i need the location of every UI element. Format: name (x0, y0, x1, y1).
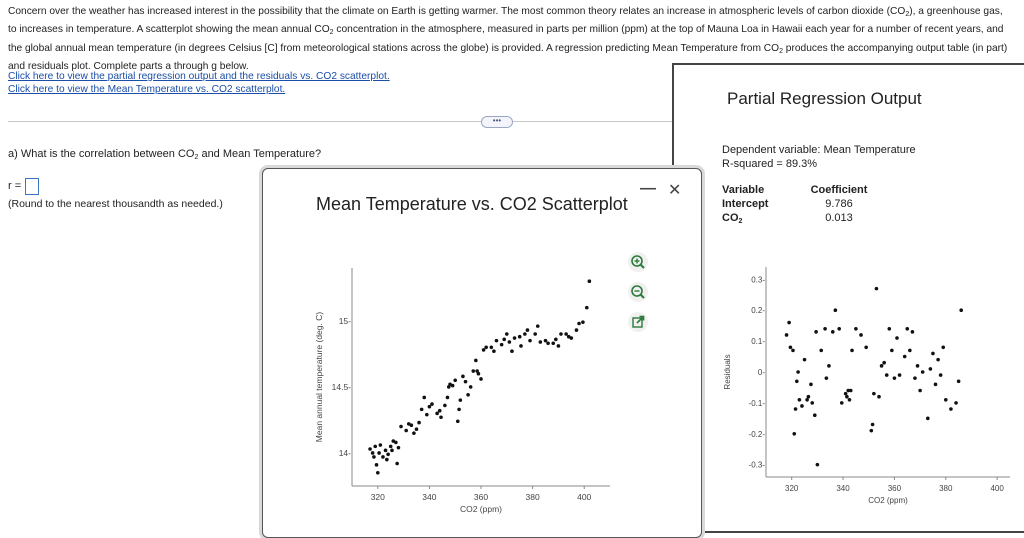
x-tick-label: 380 (939, 484, 953, 493)
data-point (417, 421, 421, 425)
part-a-question-sub: 2 (194, 154, 199, 161)
data-point (513, 336, 517, 340)
data-point (800, 404, 804, 408)
data-point (469, 385, 473, 389)
data-point (918, 389, 922, 393)
x-tick-label: 320 (370, 492, 385, 502)
data-point (849, 389, 853, 393)
data-point (508, 340, 512, 344)
data-point (949, 407, 953, 411)
x-tick-label: 380 (525, 492, 540, 502)
row-co2-variable-main: CO (722, 212, 739, 224)
data-point (461, 375, 465, 379)
part-a-question-pre: a) What is the correlation between CO (8, 148, 195, 160)
dependent-variable: Dependent variable: Mean Temperature (722, 144, 916, 156)
data-point (934, 383, 938, 387)
data-point (898, 373, 902, 377)
row-co2-variable-sub: 2 (738, 218, 743, 225)
data-point (479, 377, 483, 381)
data-point (477, 372, 481, 376)
data-point (959, 308, 963, 312)
data-point (399, 425, 403, 429)
data-point (887, 327, 891, 331)
data-point (495, 339, 499, 343)
data-point (464, 380, 468, 384)
data-point (893, 376, 897, 380)
data-point (825, 376, 829, 380)
data-point (875, 287, 879, 291)
data-point (859, 333, 863, 337)
y-axis-label: Mean annual temperature (deg. C) (314, 311, 324, 443)
data-point (931, 352, 935, 356)
y-tick-label: -0.2- (748, 429, 765, 439)
data-point (795, 379, 799, 383)
minimize-button[interactable]: — (640, 180, 656, 197)
x-tick-label: 340 (422, 492, 437, 502)
data-point (519, 344, 523, 348)
data-point (588, 279, 592, 283)
data-point (379, 443, 383, 447)
data-point (438, 409, 442, 413)
data-point (810, 401, 814, 405)
data-point (492, 349, 496, 353)
data-point (415, 427, 419, 431)
data-point (564, 332, 568, 336)
data-point (787, 321, 791, 325)
data-point (384, 449, 388, 453)
data-point (544, 339, 548, 343)
data-point (803, 358, 807, 362)
row-intercept-variable: Intercept (722, 198, 769, 210)
data-point (446, 396, 450, 400)
expand-more-button[interactable]: ••• (481, 116, 513, 128)
y-tick-label: -0.1- (748, 398, 765, 408)
data-point (505, 332, 509, 336)
data-point (528, 339, 532, 343)
data-point (905, 327, 909, 331)
data-point (453, 379, 457, 383)
regression-title: Partial Regression Output (727, 89, 922, 108)
data-point (410, 423, 414, 427)
zoom-out-icon[interactable] (628, 282, 648, 302)
data-point (386, 452, 390, 456)
data-point (880, 364, 884, 368)
data-point (911, 330, 915, 334)
data-point (394, 441, 398, 445)
data-point (854, 327, 858, 331)
data-point (848, 398, 852, 402)
data-point (882, 361, 886, 365)
header-coefficient: Coefficient (810, 184, 868, 196)
external-link-icon[interactable] (628, 312, 648, 332)
data-point (484, 345, 488, 349)
data-point (585, 306, 589, 310)
data-point (420, 408, 424, 412)
data-point (827, 364, 831, 368)
data-point (451, 384, 455, 388)
data-point (807, 395, 811, 399)
data-point (845, 395, 849, 399)
data-point (425, 413, 429, 417)
data-point (844, 392, 848, 396)
data-point (490, 345, 494, 349)
data-point (929, 367, 933, 371)
data-point (941, 345, 945, 349)
y-tick-label: 14- (338, 447, 351, 458)
data-point (809, 383, 813, 387)
data-point (831, 330, 835, 334)
data-point (814, 330, 818, 334)
data-point (397, 446, 401, 450)
part-a-question (8, 148, 321, 161)
data-point (389, 445, 393, 449)
data-point (798, 398, 802, 402)
data-point (422, 396, 426, 400)
y-tick-label: 0.2- (751, 306, 765, 316)
x-tick-label: 400 (577, 492, 592, 502)
data-point (785, 333, 789, 337)
zoom-in-icon[interactable] (628, 252, 648, 272)
data-point (570, 336, 574, 340)
close-button[interactable]: ✕ (668, 182, 682, 199)
data-point (377, 451, 381, 455)
data-point (936, 358, 940, 362)
r-label: r = (8, 180, 22, 192)
data-point (813, 413, 817, 417)
data-point (877, 395, 881, 399)
x-tick-label: 360 (473, 492, 489, 502)
part-a-question-post: and Mean Temperature? (198, 148, 322, 160)
data-point (944, 398, 948, 402)
data-point (375, 463, 379, 467)
data-point (376, 471, 380, 475)
data-point (850, 349, 854, 353)
residuals-scatterplot (720, 255, 1024, 523)
y-tick-label: 14.5- (331, 381, 351, 392)
data-point (577, 322, 581, 326)
data-point (439, 415, 443, 419)
link-mean-temperature-scatterplot[interactable]: Click here to view the Mean Temperature vs. CO2 scatterplot. (8, 84, 286, 95)
data-point (895, 336, 899, 340)
data-point (939, 373, 943, 377)
data-point (435, 412, 439, 416)
data-point (557, 344, 561, 348)
data-point (837, 327, 841, 331)
x-axis-label: CO2 (ppm) (868, 496, 908, 505)
r-squared: R-squared = 89.3% (722, 158, 818, 170)
data-point (518, 335, 522, 339)
data-point (428, 405, 432, 409)
data-point (913, 376, 917, 380)
data-point (871, 423, 875, 427)
y-tick-label: -0.3- (748, 460, 765, 470)
scatterplot-title: Mean Temperature vs. CO2 Scatterplot (316, 194, 628, 214)
data-point (954, 401, 958, 405)
data-point (575, 328, 579, 332)
data-point (526, 328, 530, 332)
x-tick-label: 400 (990, 484, 1004, 493)
data-point (816, 463, 820, 467)
data-point (840, 401, 844, 405)
x-tick-label: 360 (887, 484, 902, 493)
y-axis-label: Residuals (723, 354, 732, 390)
data-point (536, 324, 540, 328)
data-point (443, 404, 447, 408)
x-tick-label: 320 (785, 484, 799, 493)
problem-statement: Concern over the weather has increased interest in the possibility that the climate on Earth is getting warmer. The most common theory relates an increase in atmospheric levels of carbon dioxide $(CO_2)$, a greenhouse gas, to increases in temperature. A scatterplot showing the mean annual $CO_2$ concentration in the atmosphere, measured in parts per million (ppm) at the top of Mauna Loa in Hawaii each year for a number of recent years, and the global annual mean temperature (in degrees Celsius [C] from meteorological stations across the globe) is provided. A regression predicting Mean Temperature from $CO_2$ produces the accompanying output table (in part) and residuals plot. Complete parts a through g below. (8, 6, 1008, 73)
data-point (789, 345, 793, 349)
data-point (870, 429, 874, 433)
header-variable: Variable (722, 184, 765, 196)
data-point (834, 308, 838, 312)
y-tick-label: 15- (338, 315, 351, 326)
link-partial-regression[interactable]: Click here to view the partial regression output and the residuals vs. CO2 scatterplot. (8, 71, 390, 82)
data-point (559, 332, 563, 336)
x-tick-label: 340 (836, 484, 850, 493)
data-point (791, 349, 795, 353)
data-point (471, 369, 475, 373)
data-point (890, 349, 894, 353)
data-point (551, 342, 555, 346)
row-co2-variable (722, 211, 792, 229)
data-point (921, 370, 925, 374)
data-point (794, 407, 798, 411)
data-point (823, 327, 827, 331)
row-co2-coefficient: 0.013 (825, 212, 853, 224)
data-point (373, 445, 377, 449)
data-point (796, 370, 800, 374)
data-point (885, 373, 889, 377)
y-tick-label: 0- (757, 368, 765, 377)
data-point (792, 432, 796, 436)
data-point (404, 429, 408, 433)
x-axis-label: CO2 (ppm) (459, 504, 503, 514)
correlation-answer-input[interactable] (25, 178, 39, 195)
data-point (872, 392, 876, 396)
data-point (502, 338, 506, 342)
data-point (903, 355, 907, 359)
data-point (459, 398, 463, 402)
data-point (385, 458, 389, 462)
data-point (916, 364, 920, 368)
data-point (457, 408, 461, 412)
section-divider (8, 121, 672, 122)
data-point (539, 340, 543, 344)
data-point (510, 349, 514, 353)
data-point (908, 349, 912, 353)
data-point (412, 431, 416, 435)
data-point (372, 455, 376, 459)
data-point (381, 455, 385, 459)
data-point (500, 343, 504, 347)
data-point (554, 338, 558, 342)
data-point (819, 349, 823, 353)
data-point (430, 402, 434, 406)
data-point (523, 332, 527, 336)
y-tick-label: 0.3- (751, 275, 765, 285)
regression-table (722, 183, 892, 233)
data-point (482, 348, 486, 352)
data-point (371, 451, 375, 455)
rounding-hint: (Round to the nearest thousandth as needed.) (8, 198, 223, 210)
data-point (581, 320, 585, 324)
data-point (926, 417, 930, 421)
data-point (390, 449, 394, 453)
row-intercept-coefficient: 9.786 (825, 198, 853, 210)
data-point (546, 342, 550, 346)
data-point (456, 419, 460, 423)
data-point (395, 462, 399, 466)
regression-summary (722, 143, 916, 171)
y-tick-label: 0.1- (751, 337, 765, 347)
data-point (864, 345, 868, 349)
mean-temperature-scatterplot (300, 252, 626, 516)
data-point (805, 398, 809, 402)
data-point (466, 393, 470, 397)
data-point (957, 379, 961, 383)
data-point (474, 359, 478, 363)
data-point (533, 332, 537, 336)
data-point (368, 447, 372, 451)
